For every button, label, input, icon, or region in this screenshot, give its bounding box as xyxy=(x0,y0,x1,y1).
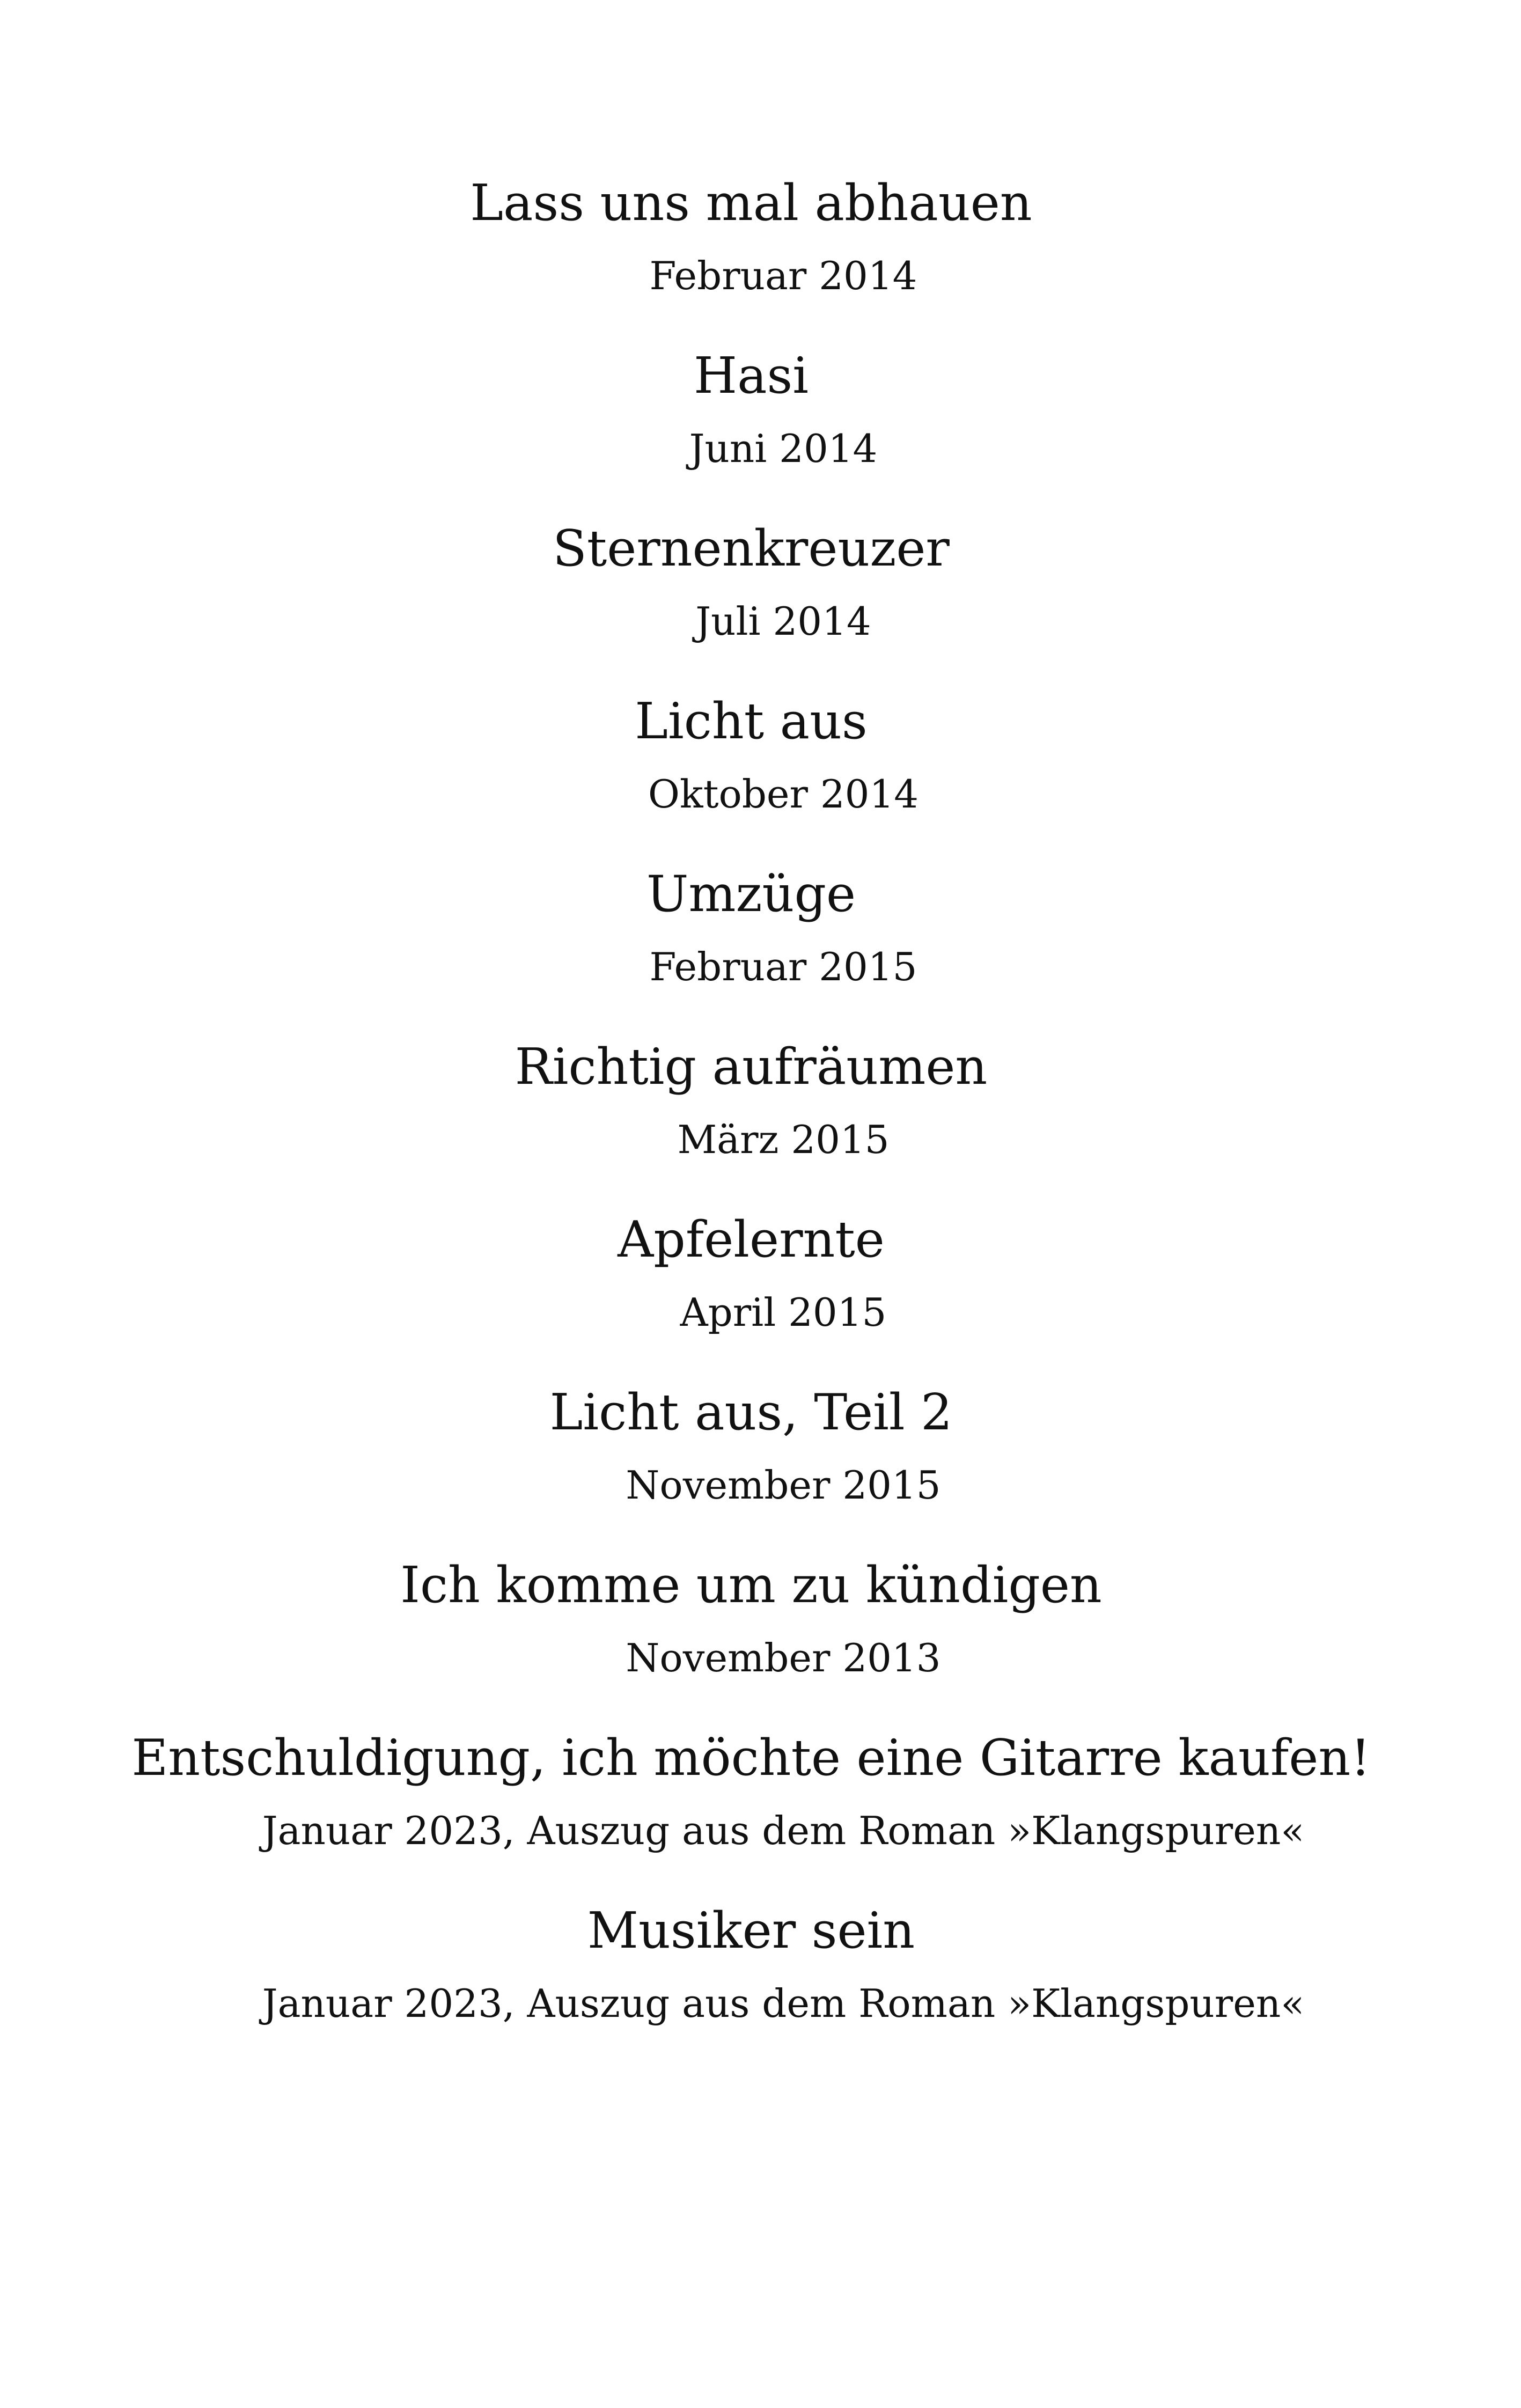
entry-title: Licht aus, Teil 2 xyxy=(549,1383,953,1441)
entry-title: Hasi xyxy=(693,347,809,405)
entry-date: November 2013 xyxy=(626,1635,941,1680)
entry-date: Oktober 2014 xyxy=(648,772,919,817)
entry-date: Februar 2014 xyxy=(649,253,917,298)
entry-date: Februar 2015 xyxy=(649,944,917,989)
entry-title: Ich komme um zu kündigen xyxy=(400,1556,1102,1614)
entry-date: Juli 2014 xyxy=(695,599,871,644)
entry-title: Entschuldigung, ich möchte eine Gitarre kaufen! xyxy=(131,1729,1371,1787)
entry-date: April 2015 xyxy=(680,1290,887,1335)
entry-title: Umzüge xyxy=(646,865,856,923)
entry-title: Richtig aufräumen xyxy=(515,1038,988,1096)
entry-title: Apfelernte xyxy=(618,1210,885,1268)
entry-title: Sternenkreuzer xyxy=(553,519,950,577)
entry-title: Musiker sein xyxy=(587,1902,915,1959)
entry-title: Licht aus xyxy=(635,692,868,750)
entry-date: Juni 2014 xyxy=(689,426,878,471)
entry-date: März 2015 xyxy=(677,1117,890,1162)
entry-title: Lass uns mal abhauen xyxy=(470,174,1032,232)
entry-date: Januar 2023, Auszug aus dem Roman »Klangspuren« xyxy=(262,1808,1305,1853)
entry-date: November 2015 xyxy=(626,1463,941,1508)
entry-date: Januar 2023, Auszug aus dem Roman »Klangspuren« xyxy=(262,1981,1305,2026)
